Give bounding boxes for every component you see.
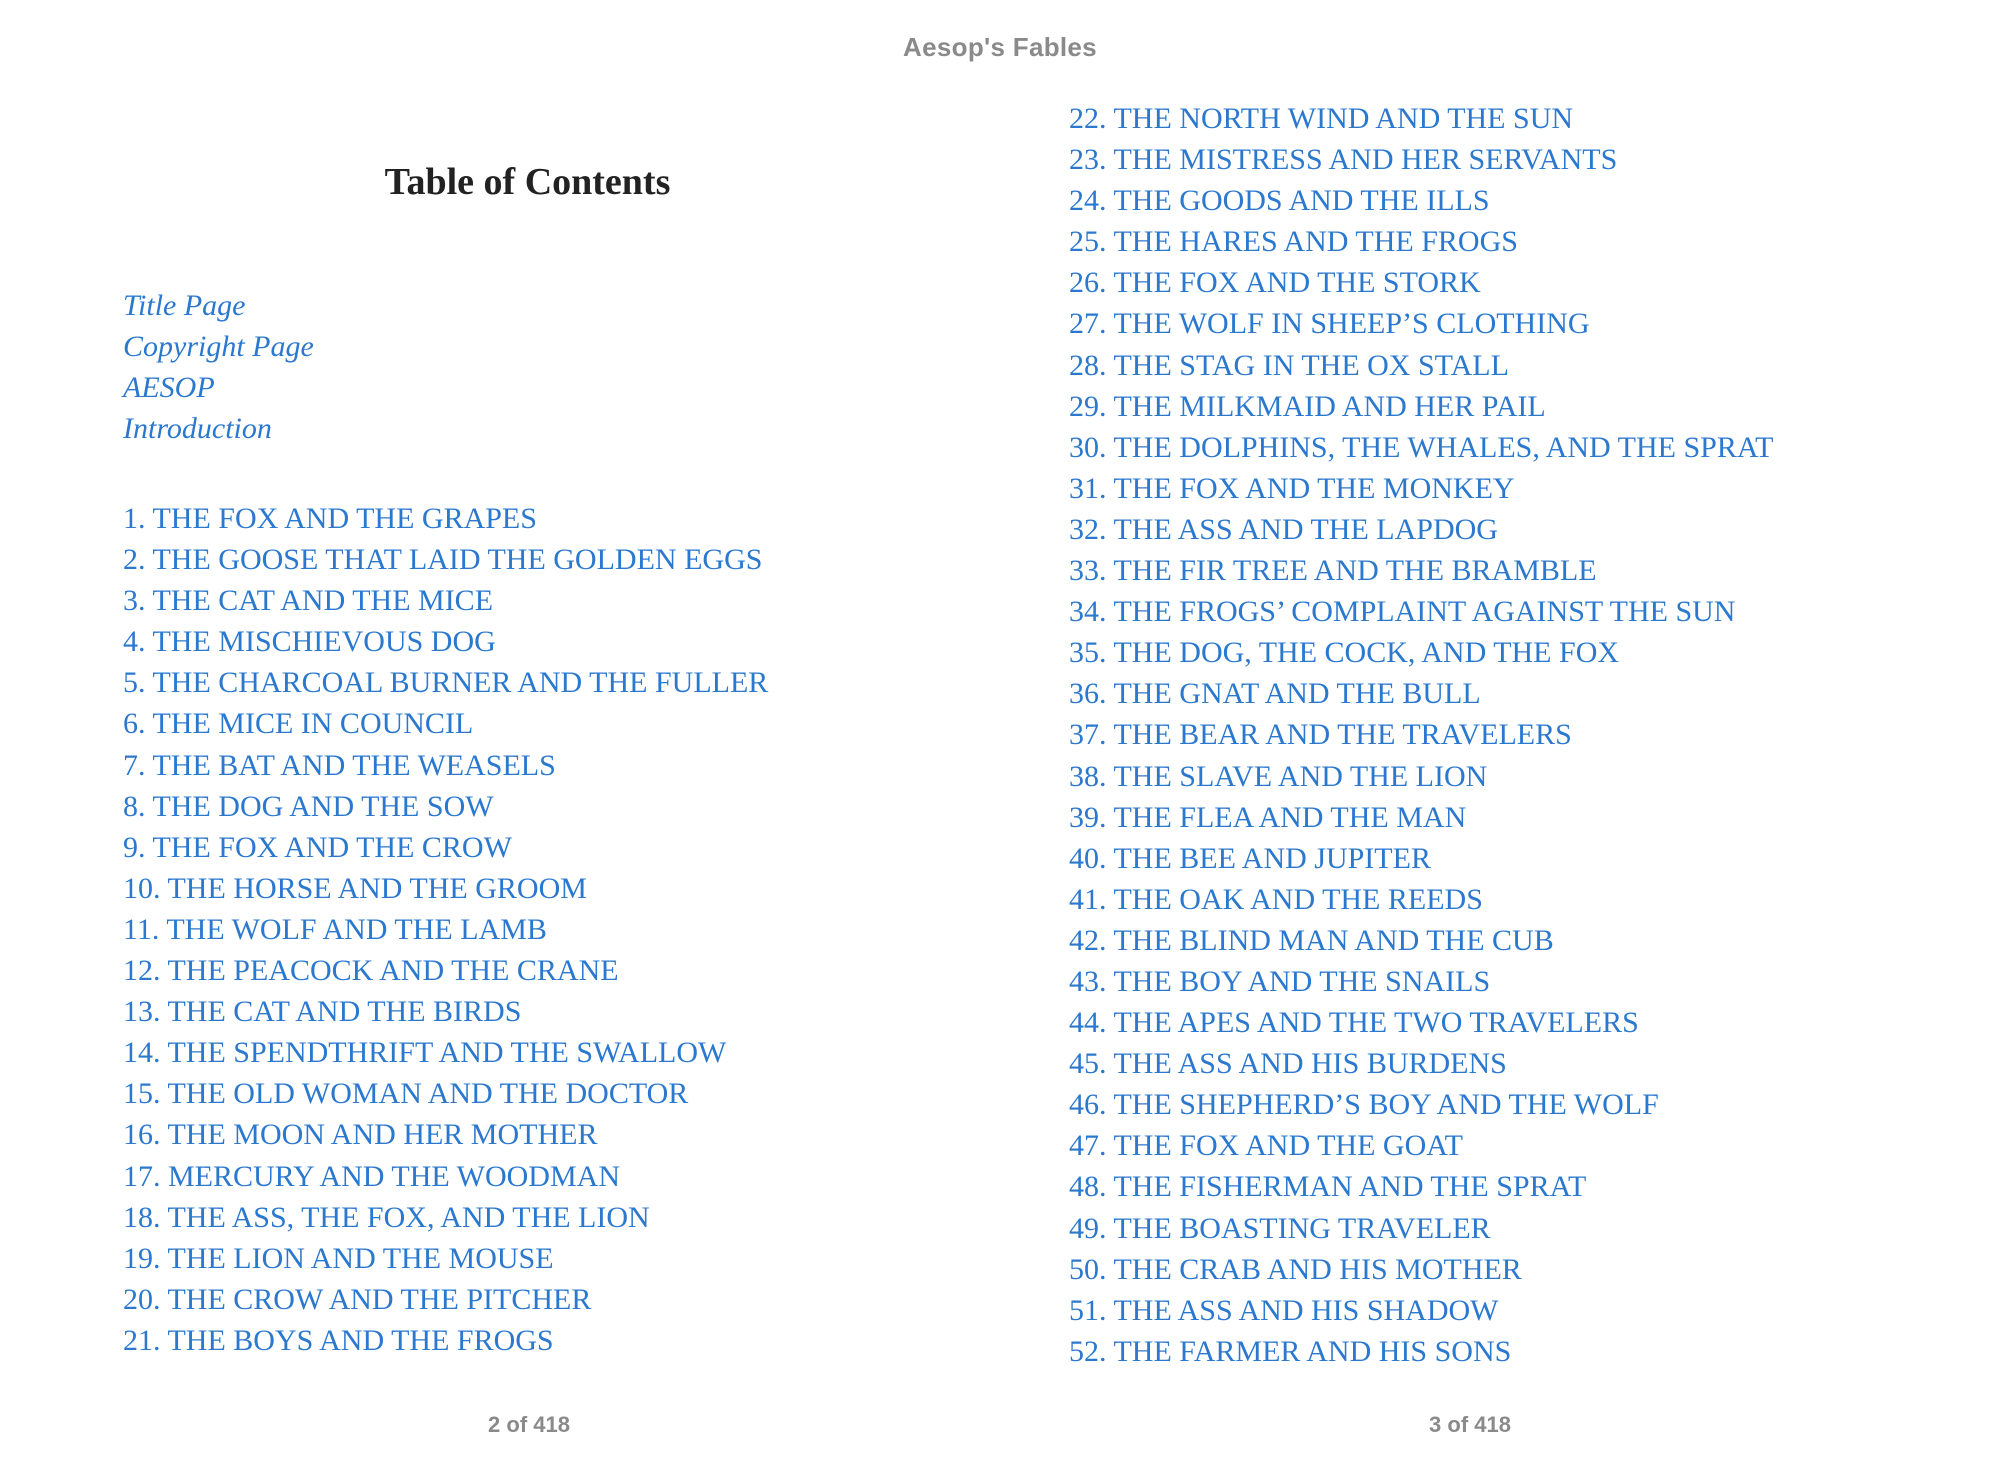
toc-chapter-link[interactable]: 37. THE BEAR AND THE TRAVELERS xyxy=(1069,718,1572,752)
toc-chapter-link[interactable]: 6. THE MICE IN COUNCIL xyxy=(123,707,474,741)
toc-chapter-link[interactable]: 33. THE FIR TREE AND THE BRAMBLE xyxy=(1069,554,1597,588)
toc-chapter-link[interactable]: 39. THE FLEA AND THE MAN xyxy=(1069,800,1467,834)
toc-chapter-link[interactable]: 38. THE SLAVE AND THE LION xyxy=(1069,759,1488,793)
toc-heading: Table of Contents xyxy=(384,161,671,203)
toc-chapter-link[interactable]: 8. THE DOG AND THE SOW xyxy=(123,789,494,823)
toc-chapter-link[interactable]: 35. THE DOG, THE COCK, AND THE FOX xyxy=(1069,636,1620,670)
toc-chapter-link[interactable]: 48. THE FISHERMAN AND THE SPRAT xyxy=(1069,1170,1587,1204)
toc-chapter-link[interactable]: 17. MERCURY AND THE WOODMAN xyxy=(123,1159,620,1193)
toc-chapter-link[interactable]: 21. THE BOYS AND THE FROGS xyxy=(123,1323,554,1357)
toc-chapter-link[interactable]: 30. THE DOLPHINS, THE WHALES, AND THE SPRAT xyxy=(1069,430,1774,464)
toc-chapter-link[interactable]: 32. THE ASS AND THE LAPDOG xyxy=(1069,512,1498,546)
toc-chapter-link[interactable]: 52. THE FARMER AND HIS SONS xyxy=(1069,1334,1512,1368)
toc-chapter-link[interactable]: 50. THE CRAB AND HIS MOTHER xyxy=(1069,1252,1522,1286)
toc-chapter-link[interactable]: 5. THE CHARCOAL BURNER AND THE FULLER xyxy=(123,666,769,700)
toc-chapter-link[interactable]: 24. THE GOODS AND THE ILLS xyxy=(1069,184,1490,218)
toc-link-copyright-page[interactable]: Copyright Page xyxy=(123,330,314,363)
toc-chapter-link[interactable]: 41. THE OAK AND THE REEDS xyxy=(1069,882,1483,916)
toc-link-introduction[interactable]: Introduction xyxy=(123,412,272,445)
toc-chapter-link[interactable]: 2. THE GOOSE THAT LAID THE GOLDEN EGGS xyxy=(123,543,763,577)
toc-chapter-link[interactable]: 14. THE SPENDTHRIFT AND THE SWALLOW xyxy=(123,1036,727,1070)
toc-chapter-link[interactable]: 9. THE FOX AND THE CROW xyxy=(123,830,512,864)
toc-chapter-link[interactable]: 49. THE BOASTING TRAVELER xyxy=(1069,1211,1491,1245)
toc-chapter-link[interactable]: 26. THE FOX AND THE STORK xyxy=(1069,266,1481,300)
toc-chapter-link[interactable]: 22. THE NORTH WIND AND THE SUN xyxy=(1069,102,1574,135)
toc-chapter-link[interactable]: 18. THE ASS, THE FOX, AND THE LION xyxy=(123,1200,650,1234)
toc-chapter-link[interactable]: 34. THE FROGS’ COMPLAINT AGAINST THE SUN xyxy=(1069,595,1736,629)
toc-chapter-link[interactable]: 36. THE GNAT AND THE BULL xyxy=(1069,677,1481,711)
toc-chapter-link[interactable]: 47. THE FOX AND THE GOAT xyxy=(1069,1129,1463,1163)
toc-chapter-link[interactable]: 46. THE SHEPHERD’S BOY AND THE WOLF xyxy=(1069,1088,1659,1122)
toc-chapter-link[interactable]: 1. THE FOX AND THE GRAPES xyxy=(123,502,537,535)
toc-chapter-link[interactable]: 25. THE HARES AND THE FROGS xyxy=(1069,225,1518,259)
toc-chapter-link[interactable]: 15. THE OLD WOMAN AND THE DOCTOR xyxy=(123,1077,689,1111)
book-title: Aesop's Fables xyxy=(903,32,1097,62)
toc-chapter-link[interactable]: 29. THE MILKMAID AND HER PAIL xyxy=(1069,389,1546,423)
toc-chapter-link[interactable]: 20. THE CROW AND THE PITCHER xyxy=(123,1282,592,1316)
toc-chapter-link[interactable]: 28. THE STAG IN THE OX STALL xyxy=(1069,348,1509,382)
toc-link-title-page[interactable]: Title Page xyxy=(123,289,246,322)
toc-chapter-link[interactable]: 10. THE HORSE AND THE GROOM xyxy=(123,871,587,905)
toc-chapter-link[interactable]: 12. THE PEACOCK AND THE CRANE xyxy=(123,954,619,988)
toc-chapter-link[interactable]: 13. THE CAT AND THE BIRDS xyxy=(123,995,522,1029)
page-number-left: 2 of 418 xyxy=(488,1412,570,1437)
front-matter-links xyxy=(123,285,314,449)
toc-chapter-link[interactable]: 27. THE WOLF IN SHEEP’S CLOTHING xyxy=(1069,307,1590,341)
toc-chapter-link[interactable]: 40. THE BEE AND JUPITER xyxy=(1069,841,1431,875)
toc-chapter-link[interactable]: 7. THE BAT AND THE WEASELS xyxy=(123,748,556,782)
toc-chapter-link[interactable]: 44. THE APES AND THE TWO TRAVELERS xyxy=(1069,1006,1639,1040)
toc-chapter-link[interactable]: 3. THE CAT AND THE MICE xyxy=(123,584,494,618)
toc-chapter-link[interactable]: 51. THE ASS AND HIS SHADOW xyxy=(1069,1293,1499,1327)
toc-chapter-link[interactable]: 43. THE BOY AND THE SNAILS xyxy=(1069,964,1491,998)
toc-chapter-link[interactable]: 19. THE LION AND THE MOUSE xyxy=(123,1241,554,1275)
chapter-list-left-page xyxy=(123,498,768,1361)
toc-chapter-link[interactable]: 31. THE FOX AND THE MONKEY xyxy=(1069,471,1515,505)
toc-chapter-link[interactable]: 4. THE MISCHIEVOUS DOG xyxy=(123,625,496,659)
toc-chapter-link[interactable]: 42. THE BLIND MAN AND THE CUB xyxy=(1069,923,1554,957)
toc-chapter-link[interactable]: 16. THE MOON AND HER MOTHER xyxy=(123,1118,598,1152)
chapter-list-right-page xyxy=(1069,98,1774,1372)
toc-link-aesop[interactable]: AESOP xyxy=(123,371,215,404)
toc-chapter-link[interactable]: 23. THE MISTRESS AND HER SERVANTS xyxy=(1069,143,1618,177)
page-number-right: 3 of 418 xyxy=(1429,1412,1511,1437)
toc-chapter-link[interactable]: 11. THE WOLF AND THE LAMB xyxy=(123,912,547,946)
toc-chapter-link[interactable]: 45. THE ASS AND HIS BURDENS xyxy=(1069,1047,1507,1081)
